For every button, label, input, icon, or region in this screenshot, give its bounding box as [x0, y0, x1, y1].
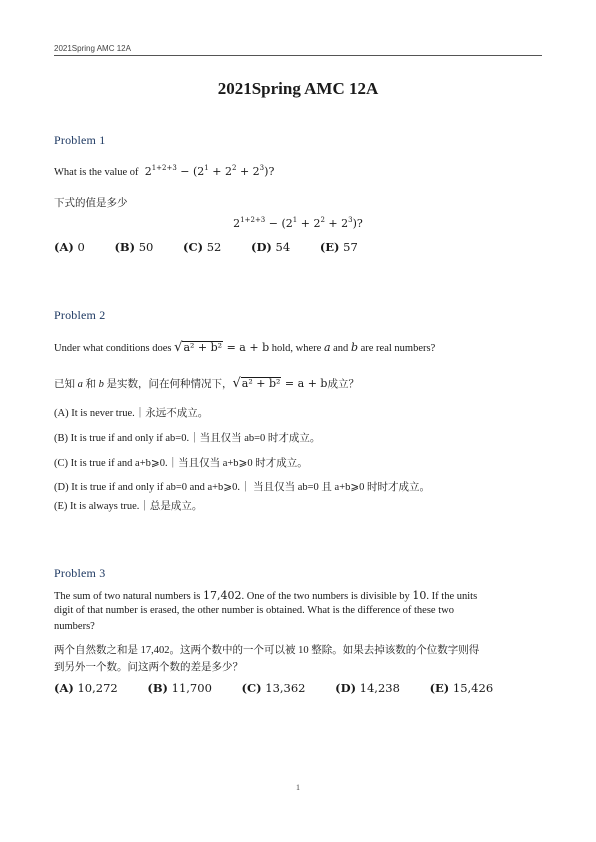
square-root-expression: √a² + b² — [174, 340, 223, 355]
problem-2-option: (C) It is true if and a+b⩾0.｜当且仅当 a+b⩾0 时才成立。 — [54, 458, 308, 469]
problem-3-heading: Problem 3 — [54, 566, 106, 580]
problem-2-stem-zh: 已知 a 和 b 是实数，问在何种情况下，√a² + b² = a + b成立？ — [54, 376, 359, 391]
answer-choice: (C) 52 — [183, 240, 222, 254]
answer-choice: (B) 11,700 — [147, 681, 212, 695]
answer-choice: (A) 10,272 — [54, 681, 118, 695]
problem-2-option: (B) It is true if and only if ab=0.｜当且仅当 ab=0 时才成立。 — [54, 433, 321, 444]
problem-3-stem-en-line-3: numbers? — [54, 621, 95, 632]
answer-choice: (E) 57 — [319, 240, 358, 254]
header-rule — [54, 55, 542, 56]
problem-3-stem-zh-line-1: 两个自然数之和是 17,402。这两个数中的一个可以被 10 整除。如果去掉该数的个位数字则得 — [54, 645, 480, 656]
answer-choice: (D) 54 — [251, 240, 291, 254]
problem-3-stem-zh-line-2: 到另外一个数。问这两个数的差是多少？ — [54, 662, 243, 673]
page-number: 1 — [296, 783, 300, 792]
problem-1-stem-text: What is the value of — [54, 167, 139, 178]
answer-choice: (D) 14,238 — [335, 681, 400, 695]
answer-choice: (A) 0 — [54, 240, 85, 254]
problem-3-stem-en-line-2: digit of that number is erased, the other number is obtained. What is the difference of these two — [54, 605, 454, 616]
problem-1-heading: Problem 1 — [54, 133, 106, 147]
problem-2-stem-en: Under what conditions does √a² + b² = a + b hold, where a and b are real numbers? — [54, 340, 436, 355]
answer-choice: (B) 50 — [114, 240, 154, 254]
problem-2-option: (A) It is never true.｜永远不成立。 — [54, 408, 209, 419]
problem-3-answers — [54, 681, 519, 695]
problem-1-answers — [54, 240, 384, 254]
square-root-expression: √a² + b² — [232, 376, 281, 391]
answer-choice: (E) 15,426 — [429, 681, 494, 695]
problem-2-option: (E) It is always true.｜总是成立。 — [54, 501, 203, 512]
problem-1-display-expression: $2^{1+2+3} - (2^1 + 2^2 + 2^3)$? — [233, 216, 363, 230]
problem-2-option: (D) It is true if and only if ab=0 and a+b⩾0.｜ 当且仅当 ab=0 且 a+b⩾0 时时才成立。 — [54, 482, 431, 493]
problem-1-inline-expression: $2^{1+2+3} - (2^1 + 2^2 + 2^3)$? — [144, 164, 275, 178]
problem-1-stem-zh: 下式的值是多少 — [54, 198, 128, 209]
answer-choice: (C) 13,362 — [241, 681, 306, 695]
problem-2-heading: Problem 2 — [54, 308, 106, 322]
problem-3-stem-en-line-1: The sum of two natural numbers is 17,402. One of the two numbers is divisible by 10. If the units — [54, 589, 478, 602]
running-header: 2021Spring AMC 12A — [54, 44, 131, 53]
document-title: 2021Spring AMC 12A — [217, 79, 379, 98]
problem-1-stem-en — [54, 165, 274, 178]
